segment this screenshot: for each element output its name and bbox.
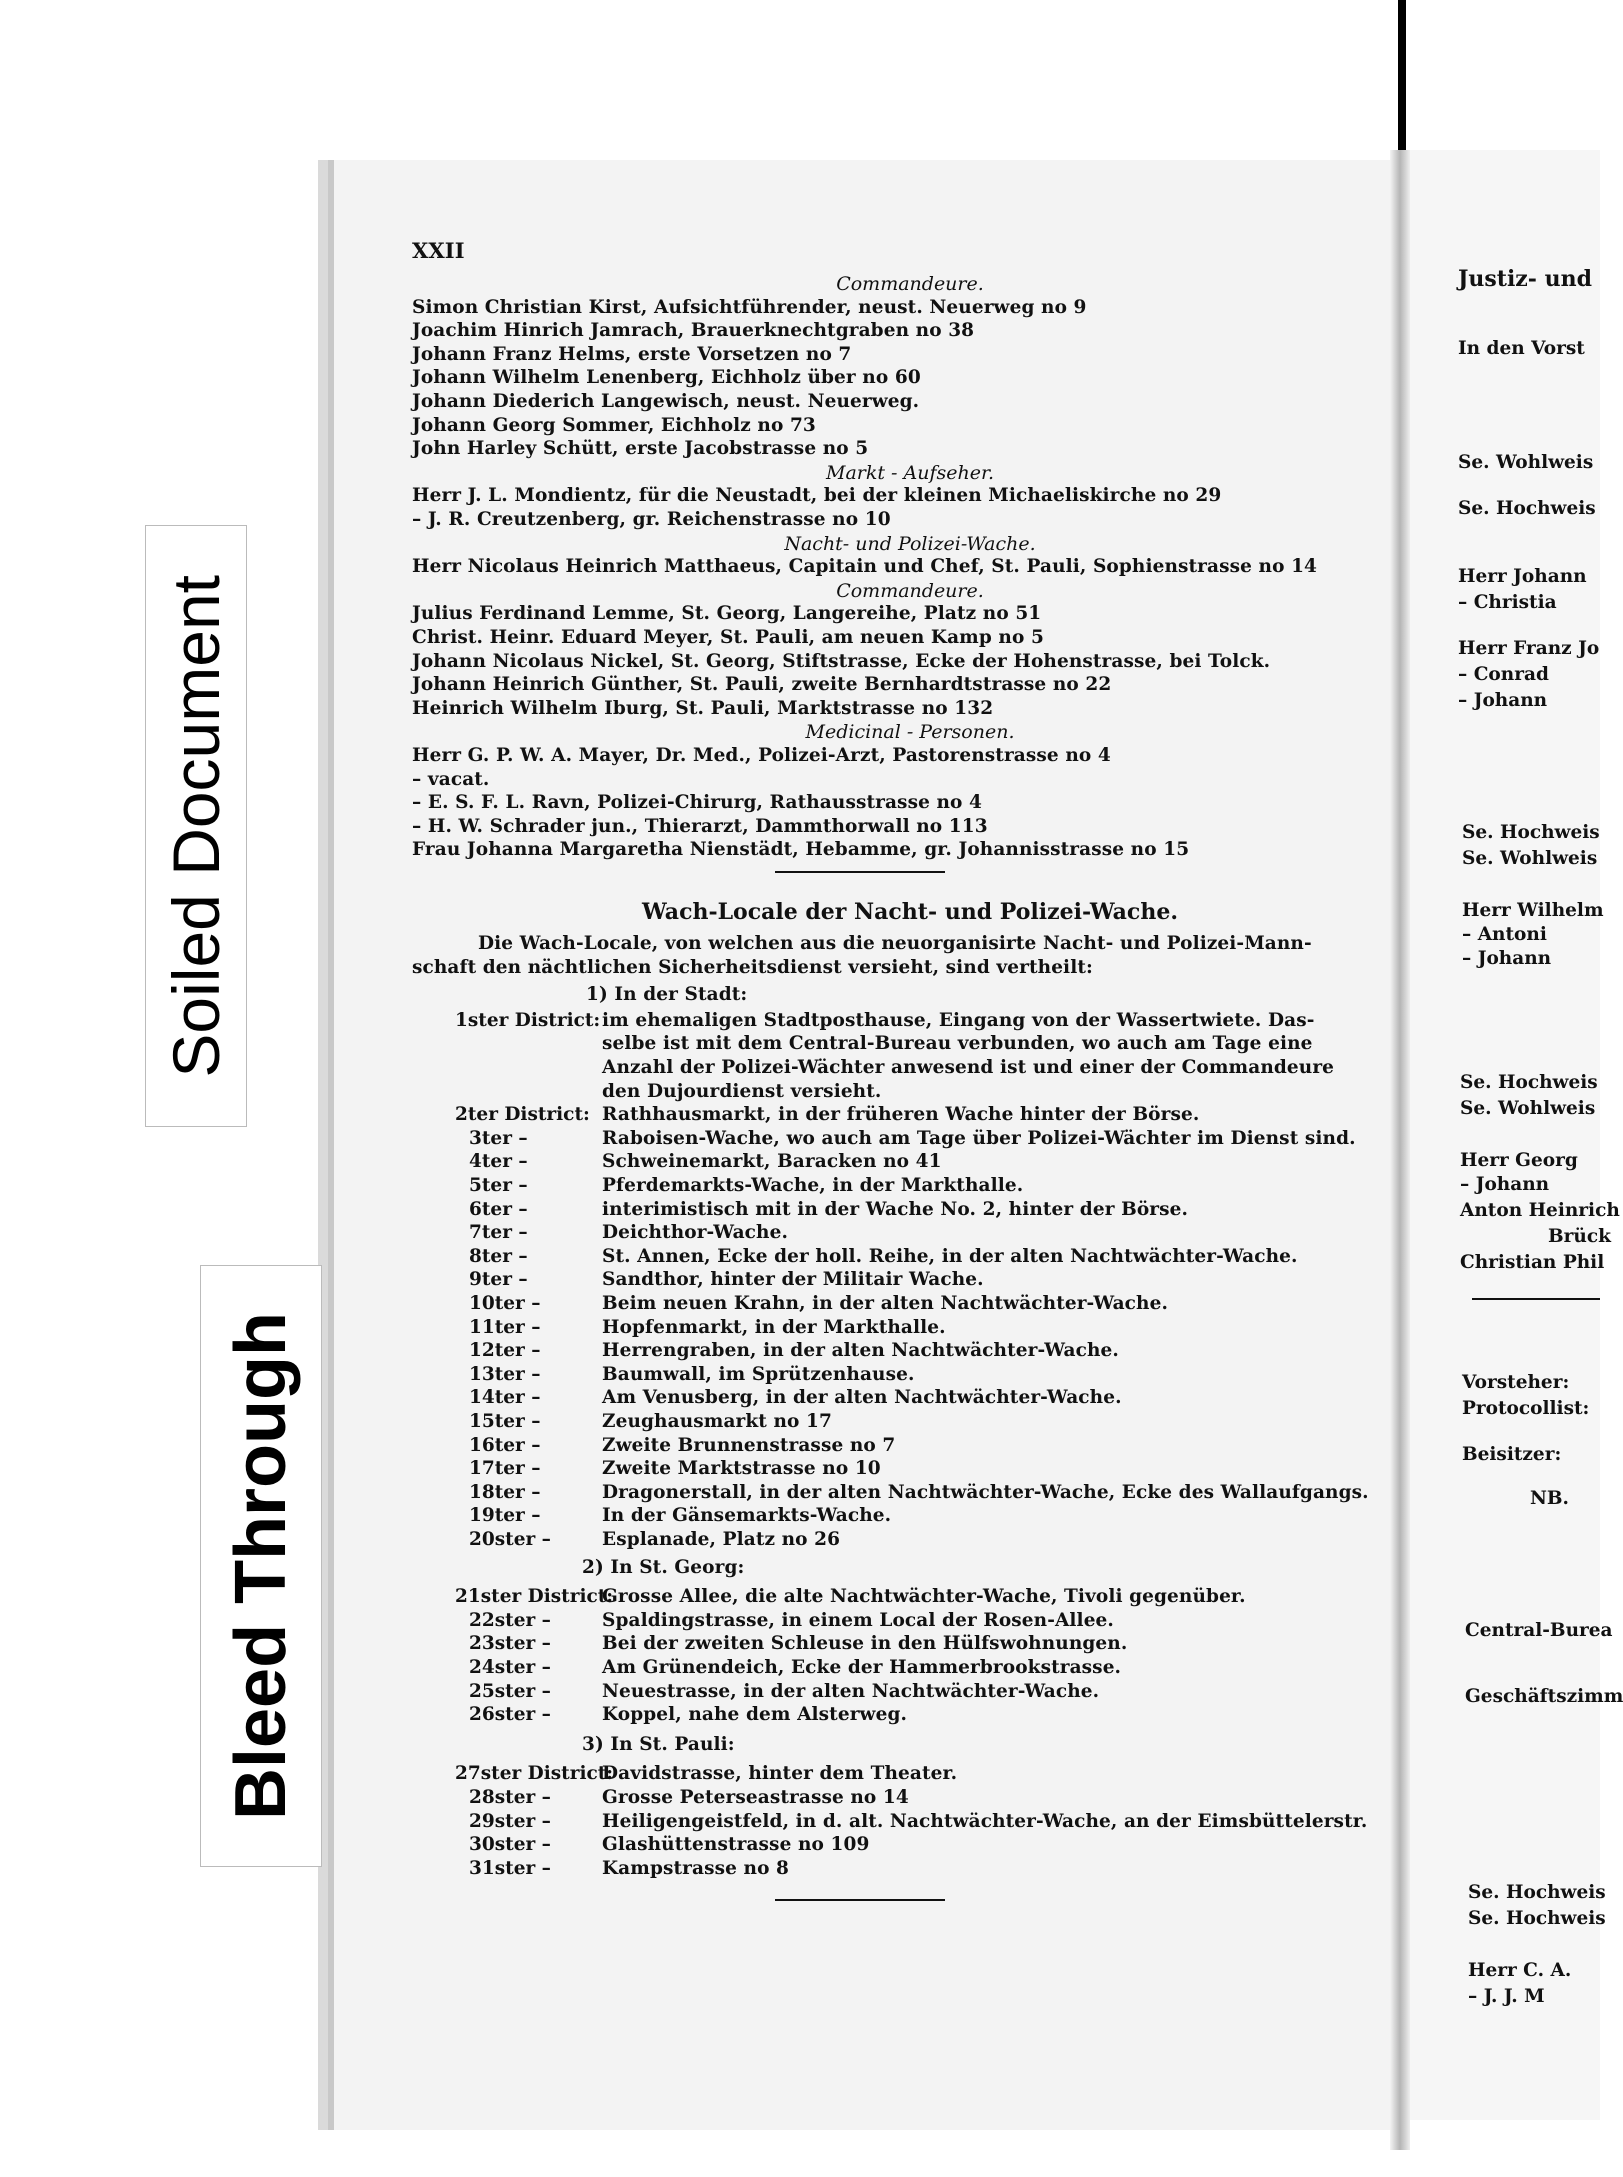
entry-line: Johann Wilhelm Lenenberg, Eichholz über no 60 xyxy=(412,367,921,389)
scanner-frame-edge xyxy=(1398,0,1406,155)
entry-line: Joachim Hinrich Jamrach, Brauerknechtgraben no 38 xyxy=(412,320,975,342)
district-text: Grosse Allee, die alte Nachtwächter-Wache, Tivoli gegenüber. xyxy=(602,1586,1246,1608)
right-page-line: Protocollist: xyxy=(1462,1398,1590,1419)
district-label: 8ter – xyxy=(469,1245,528,1267)
district-text: Esplanade, Platz no 26 xyxy=(602,1529,841,1550)
separator-rule xyxy=(775,1899,945,1901)
district-label: 2ter District: xyxy=(455,1104,590,1126)
district-text: Am Grünendeich, Ecke der Hammerbrookstrasse. xyxy=(602,1657,1122,1678)
district-label: 18ter – xyxy=(469,1481,541,1503)
district-text: Hopfenmarkt, in der Markthalle. xyxy=(602,1316,946,1338)
district-label: 12ter – xyxy=(469,1340,541,1362)
right-page-line: Anton Heinrich xyxy=(1460,1200,1620,1221)
entry-line: Herr J. L. Mondientz, für die Neustadt, bei der kleinen Michaeliskirche no 29 xyxy=(412,485,1222,507)
district-text: St. Annen, Ecke der holl. Reihe, in der alten Nachtwächter-Wache. xyxy=(602,1245,1298,1267)
entry-line: Johann Nicolaus Nickel, St. Georg, Stiftstrasse, Ecke der Hohenstrasse, bei Tolck. xyxy=(412,650,1271,672)
district-text: Neuestrasse, in der alten Nachtwächter-Wache. xyxy=(602,1680,1100,1702)
district-label: 23ster – xyxy=(469,1633,551,1655)
district-text: Rathhausmarkt, in der früheren Wache hinter der Börse. xyxy=(602,1104,1200,1126)
right-page-line: – Conrad xyxy=(1458,664,1549,685)
right-page-line: Christian Phil xyxy=(1460,1252,1605,1273)
district-label: 29ster – xyxy=(469,1810,551,1832)
soiled-document-label: Soiled Document xyxy=(145,525,247,1127)
district-text: Davidstrasse, hinter dem Theater. xyxy=(602,1763,958,1785)
section-heading: Medicinal - Personen. xyxy=(805,721,1015,744)
district-label: 10ter – xyxy=(469,1293,541,1314)
section-heading: Nacht- und Polizei-Wache. xyxy=(784,532,1036,555)
district-label: 26ster – xyxy=(469,1704,551,1726)
right-page-line: – Johann xyxy=(1462,948,1552,969)
district-text: Bei der zweiten Schleuse in den Hülfswohnungen. xyxy=(602,1633,1128,1655)
right-page-line: Se. Hochweis xyxy=(1468,1908,1606,1929)
district-text: Sandthor, hinter der Militair Wache. xyxy=(602,1269,984,1291)
district-label: 13ter – xyxy=(469,1363,541,1385)
district-label: 19ter – xyxy=(469,1505,541,1527)
bleed-through-label: Bleed Through xyxy=(200,1265,322,1867)
right-separator-rule xyxy=(1472,1298,1600,1300)
district-label: 9ter – xyxy=(469,1269,528,1291)
entry-line: – vacat. xyxy=(412,768,490,790)
section-heading: Commandeure. xyxy=(836,273,984,295)
district-label: 25ster – xyxy=(469,1680,551,1702)
district-text: Schweinemarkt, Baracken no 41 xyxy=(602,1151,942,1173)
right-page-line: – Christia xyxy=(1458,592,1557,613)
right-page-line: NB. xyxy=(1530,1488,1569,1509)
district-label: 17ter – xyxy=(469,1458,541,1480)
district-label: 27ster District: xyxy=(455,1763,614,1785)
right-page-line: Beisitzer: xyxy=(1462,1444,1562,1465)
right-page-line: Herr C. A. xyxy=(1468,1960,1572,1981)
district-text: Herrengraben, in der alten Nachtwächter-Wache. xyxy=(602,1340,1119,1362)
district-label: 16ter – xyxy=(469,1434,541,1456)
district-text: Zeughausmarkt no 17 xyxy=(602,1411,832,1432)
district-label: 14ter – xyxy=(469,1387,541,1409)
district-label: 15ter – xyxy=(469,1411,541,1432)
district-text: den Dujourdienst versieht. xyxy=(602,1080,882,1102)
district-text: selbe ist mit dem Central-Bureau verbunden, wo auch am Tage eine xyxy=(602,1033,1313,1055)
subheading-georg: 2) In St. Georg: xyxy=(582,1556,745,1578)
district-text: Glashüttenstrasse no 109 xyxy=(602,1834,870,1856)
district-text: Dragonerstall, in der alten Nachtwächter-Wache, Ecke des Wallaufgangs. xyxy=(602,1481,1369,1503)
entry-line: – J. R. Creutzenberg, gr. Reichenstrasse no 10 xyxy=(412,509,891,530)
district-text: Pferdemarkts-Wache, in der Markthalle. xyxy=(602,1175,1024,1196)
district-text: Koppel, nahe dem Alsterweg. xyxy=(602,1704,908,1726)
right-page-line: Vorsteher: xyxy=(1462,1372,1570,1393)
district-text: Baumwall, im Sprützenhause. xyxy=(602,1363,915,1385)
district-label: 20ster – xyxy=(469,1529,551,1550)
right-page-line: Herr Johann xyxy=(1458,566,1587,587)
entry-line: Heinrich Wilhelm Iburg, St. Pauli, Marktstrasse no 132 xyxy=(412,697,994,719)
right-page-line: Se. Hochweis xyxy=(1458,498,1596,519)
right-page-line: Se. Wohlweis xyxy=(1462,848,1598,869)
district-text: Zweite Marktstrasse no 10 xyxy=(602,1458,881,1480)
entry-line: – E. S. F. L. Ravn, Polizei-Chirurg, Rathausstrasse no 4 xyxy=(412,792,982,814)
district-text: Grosse Peterseastrasse no 14 xyxy=(602,1787,909,1808)
wach-locale-title: Wach-Locale der Nacht- und Polizei-Wache. xyxy=(642,899,1178,925)
entry-line: Johann Diederich Langewisch, neust. Neuerweg. xyxy=(412,391,920,412)
district-label: 6ter – xyxy=(469,1198,528,1220)
right-page-line: Se. Wohlweis xyxy=(1458,452,1594,473)
separator-rule xyxy=(775,871,945,873)
right-page-line: Se. Wohlweis xyxy=(1460,1098,1596,1119)
right-page-line: – J. J. M xyxy=(1468,1986,1545,2007)
entry-line: Johann Heinrich Günther, St. Pauli, zweite Bernhardtstrasse no 22 xyxy=(412,674,1112,696)
right-page-line: Se. Hochweis xyxy=(1462,822,1600,843)
district-text: Am Venusberg, in der alten Nachtwächter-Wache. xyxy=(602,1387,1122,1409)
district-label: 22ster – xyxy=(469,1609,551,1631)
district-label: 5ter – xyxy=(469,1175,528,1196)
right-page-line: Central-Burea xyxy=(1465,1620,1613,1641)
district-text: Beim neuen Krahn, in der alten Nachtwächter-Wache. xyxy=(602,1293,1169,1314)
district-text: Heiligengeistfeld, in d. alt. Nachtwächter-Wache, an der Eimsbüttelerstr. xyxy=(602,1810,1368,1832)
district-label: 24ster – xyxy=(469,1657,551,1678)
right-page-line: Justiz- und xyxy=(1458,266,1592,292)
right-page-line: – Johann xyxy=(1460,1174,1550,1195)
page-number: XXII xyxy=(412,238,465,263)
entry-line: Johann Georg Sommer, Eichholz no 73 xyxy=(412,414,816,436)
district-label: 11ter – xyxy=(469,1316,541,1338)
entry-line: John Harley Schütt, erste Jacobstrasse no 5 xyxy=(412,438,869,460)
district-text: In der Gänsemarkts-Wache. xyxy=(602,1505,892,1527)
subheading-stadt: 1) In der Stadt: xyxy=(586,984,748,1006)
right-page-line: – Antoni xyxy=(1462,924,1547,945)
district-text: Raboisen-Wache, wo auch am Tage über Polizei-Wächter im Dienst sind. xyxy=(602,1127,1356,1149)
right-page-line: Herr Georg xyxy=(1460,1150,1578,1171)
district-text: Zweite Brunnenstrasse no 7 xyxy=(602,1434,896,1456)
district-text: Spaldingstrasse, in einem Local der Rosen-Allee. xyxy=(602,1609,1114,1631)
district-label: 3ter – xyxy=(469,1127,528,1149)
entry-line: Simon Christian Kirst, Aufsichtführender, neust. Neuerweg no 9 xyxy=(412,296,1087,318)
district-label: 21ster District: xyxy=(455,1586,614,1608)
right-page-line: Se. Hochweis xyxy=(1468,1882,1606,1903)
district-text: interimistisch mit in der Wache No. 2, hinter der Börse. xyxy=(602,1198,1189,1220)
right-page-line: Brück xyxy=(1548,1226,1611,1247)
district-text: im ehemaligen Stadtposthause, Eingang von der Wassertwiete. Das- xyxy=(602,1009,1315,1031)
entry-line: Julius Ferdinand Lemme, St. Georg, Langereihe, Platz no 51 xyxy=(412,603,1042,625)
intro-line: schaft den nächtlichen Sicherheitsdienst versieht, sind vertheilt: xyxy=(412,956,1093,978)
district-label: 31ster – xyxy=(469,1857,551,1879)
right-page-line: Se. Hochweis xyxy=(1460,1072,1598,1093)
section-heading: Commandeure. xyxy=(836,579,984,602)
entry-line: Herr Nicolaus Heinrich Matthaeus, Capitain und Chef, St. Pauli, Sophienstrasse no 14 xyxy=(412,556,1318,578)
section-heading: Markt - Aufseher. xyxy=(825,461,994,484)
entry-line: Frau Johanna Margaretha Nienstädt, Hebamme, gr. Johannisstrasse no 15 xyxy=(412,839,1190,861)
district-label: 7ter – xyxy=(469,1222,528,1244)
district-text: Deichthor-Wache. xyxy=(602,1222,788,1244)
entry-line: Christ. Heinr. Eduard Meyer, St. Pauli, am neuen Kamp no 5 xyxy=(412,627,1044,648)
district-text: Anzahl der Polizei-Wächter anwesend ist und einer der Commandeure xyxy=(602,1057,1335,1078)
district-text: Kampstrasse no 8 xyxy=(602,1857,790,1879)
district-label: 4ter – xyxy=(469,1151,528,1173)
entry-line: Johann Franz Helms, erste Vorsetzen no 7 xyxy=(412,343,852,365)
book-gutter xyxy=(1390,150,1410,2150)
intro-line: Die Wach-Locale, von welchen aus die neuorganisirte Nacht- und Polizei-Mann- xyxy=(478,933,1312,954)
right-page-line: Herr Franz Jo xyxy=(1458,638,1600,659)
right-page-line: Geschäftszimm xyxy=(1465,1686,1623,1707)
right-page-line: Herr Wilhelm xyxy=(1462,900,1604,921)
subheading-pauli: 3) In St. Pauli: xyxy=(582,1733,735,1755)
district-label: 28ster – xyxy=(469,1787,551,1808)
right-page-line: – Johann xyxy=(1458,690,1548,711)
district-label: 30ster – xyxy=(469,1834,551,1856)
district-label: 1ster District: xyxy=(455,1009,601,1031)
right-page-line: In den Vorst xyxy=(1458,338,1585,359)
entry-line: – H. W. Schrader jun., Thierarzt, Dammthorwall no 113 xyxy=(412,815,988,837)
right-page xyxy=(1410,150,1600,2120)
entry-line: Herr G. P. W. A. Mayer, Dr. Med., Polizei-Arzt, Pastorenstrasse no 4 xyxy=(412,745,1111,766)
